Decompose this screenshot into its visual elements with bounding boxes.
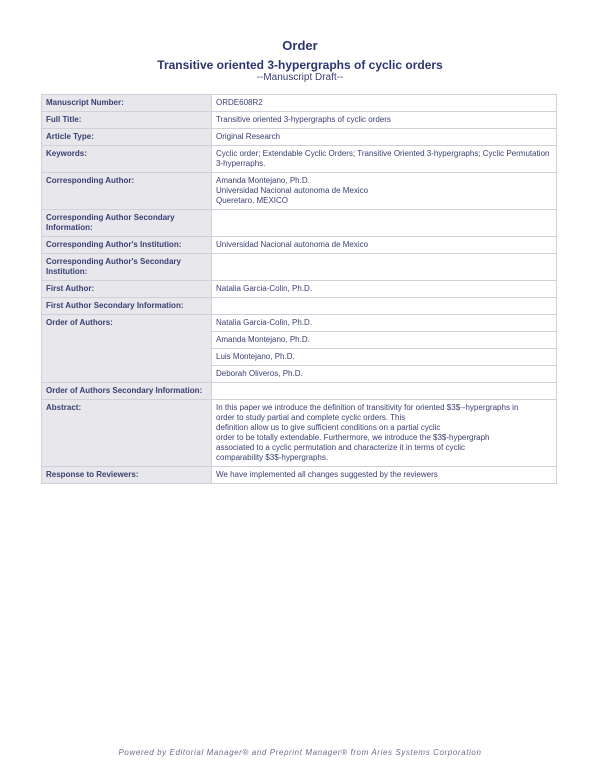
row-value: Cyclic order; Extendable Cyclic Orders; Transitive Oriented 3-hypergraphs; Cyclic Permutation 3-hyperraphs. [212,146,557,173]
table-row [42,237,557,254]
author-entry: Amanda Montejano, Ph.D. [212,332,556,349]
row-label: Response to Reviewers: [42,467,212,484]
table-row [42,281,557,298]
abstract-line: definition allow us to give sufficient conditions on a partial cyclic [216,423,441,432]
row-value: Universidad Nacional autonoma de Mexico [212,237,557,254]
row-label: Keywords: [42,146,212,173]
page-header [0,38,600,84]
abstract-line: comparability $3$-hypergraphs. [216,453,329,462]
article-title: Transitive oriented 3-hypergraphs of cyclic orders [157,58,443,72]
row-value: ORDE608R2 [212,95,557,112]
row-label: Corresponding Author: [42,173,212,210]
author-entry: Deborah Oliveros, Ph.D. [216,369,303,378]
abstract-line: order to be totally extendable. Furthermore, we introduce the $3$-hypergraph [216,433,490,442]
row-label: Corresponding Author's Institution: [42,237,212,254]
corresponding-author-location: Queretaro, MEXICO [216,196,289,205]
footer-credit: Powered by Editorial Manager® and Preprint Manager® from Aries Systems Corporation [118,748,482,757]
author-entry: Luis Montejano, Ph.D. [212,349,556,366]
row-label: Order of Authors Secondary Information: [42,383,212,400]
row-label: First Author: [42,281,212,298]
table-row [42,210,557,237]
abstract-line: associated to a cyclic permutation and characterize it in terms of cyclic [216,443,465,452]
abstract-text [212,400,557,467]
table-row [42,95,557,112]
row-label: Abstract: [42,400,212,467]
row-value [212,173,557,210]
row-value [212,383,557,400]
row-value: Transitive oriented 3-hypergraphs of cyclic orders [212,112,557,129]
table-row [42,400,557,467]
table-row [42,298,557,315]
row-value [212,298,557,315]
table-row [42,146,557,173]
row-value [212,254,557,281]
row-value: Original Research [212,129,557,146]
authors-list [212,315,557,383]
row-label: Manuscript Number: [42,95,212,112]
table-row [42,129,557,146]
row-label: Corresponding Author's Secondary Institution: [42,254,212,281]
author-entry: Natalia Garcia-Colin, Ph.D. [212,315,556,332]
corresponding-author-name: Amanda Montejano, Ph.D. [216,176,310,185]
table-row [42,315,557,383]
row-label: Article Type: [42,129,212,146]
row-value [212,210,557,237]
table-row [42,254,557,281]
table-row [42,467,557,484]
draft-label: --Manuscript Draft-- [256,72,344,83]
table-row [42,173,557,210]
abstract-line: order to study partial and complete cyclic orders. This [216,413,406,422]
abstract-line: In this paper we introduce the definition of transitivity for oriented $3$--hypergraphs in [216,403,519,412]
row-value: Natalia Garcia-Colin, Ph.D. [212,281,557,298]
row-label: First Author Secondary Information: [42,298,212,315]
row-label: Corresponding Author Secondary Information: [42,210,212,237]
corresponding-author-institution: Universidad Nacional autonoma de Mexico [216,186,369,195]
table-row [42,112,557,129]
row-label: Order of Authors: [42,315,212,383]
manuscript-metadata-table [41,94,557,484]
row-value: We have implemented all changes suggested by the reviewers [212,467,557,484]
journal-title: Order [282,38,318,53]
table-row [42,383,557,400]
row-label: Full Title: [42,112,212,129]
